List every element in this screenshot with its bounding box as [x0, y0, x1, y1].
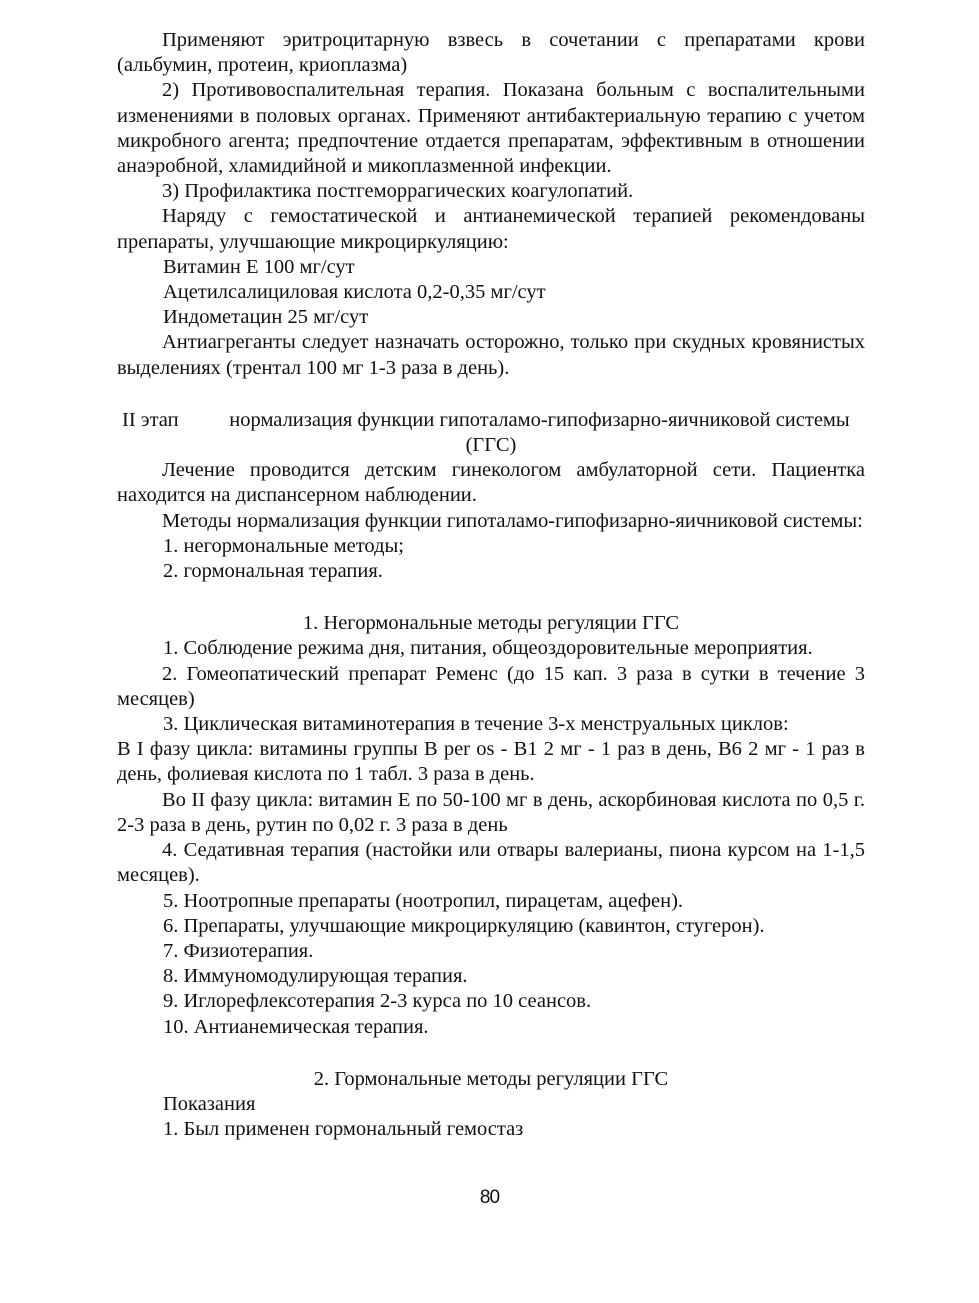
- page-number: 80: [479, 1187, 500, 1208]
- paragraph-coagulopathy: 3) Профилактика постгеморрагических коагулопатий.: [162, 180, 634, 203]
- page-content: [117, 28, 865, 1142]
- list-item: 9. Иглорефлексотерапия 2-3 курса по 10 сеансов.: [163, 990, 592, 1013]
- list-item: 5. Ноотропные препараты (ноотропил, пирацетам, ацефен).: [163, 889, 684, 912]
- stage-abbr: (ГГС): [465, 434, 517, 457]
- list-item: 6. Препараты, улучшающие микроциркуляцию (кавинтон, стугерон).: [163, 914, 765, 937]
- drug-item: Витамин Е 100 мг/сут: [163, 255, 355, 278]
- drug-item: Ацетилсалициловая кислота 0,2-0,35 мг/сут: [163, 281, 546, 304]
- list-item: 7. Физиотерапия.: [163, 939, 314, 962]
- indications-label: Показания: [163, 1092, 256, 1115]
- drug-item: Индометацин 25 мг/сут: [163, 306, 369, 329]
- list-item: 2. Гомеопатический препарат Ременс (до 15 кап. 3 раза в сутки в течение 3 месяцев): [117, 662, 865, 710]
- stage-title: нормализация функции гипоталамо-гипофизарно-яичниковой системы: [229, 408, 850, 431]
- paragraph-methods: Методы нормализация функции гипоталамо-гипофизарно-яичниковой системы:: [162, 509, 863, 532]
- stage-label: II этап: [122, 408, 179, 431]
- section-heading-hormonal: 2. Гормональные методы регуляции ГГС: [313, 1067, 669, 1090]
- method-item: 2. гормональная терапия.: [163, 560, 383, 583]
- list-item: 1. Был применен гормональный гемостаз: [163, 1118, 524, 1141]
- list-item: 8. Иммуномодулирующая терапия.: [163, 965, 468, 988]
- method-item: 1. негормональные методы;: [163, 534, 404, 557]
- list-item: 4. Седативная терапия (настойки или отвары валерианы, пиона курсом на 1-1,5 месяцев).: [117, 839, 865, 887]
- section-heading-nonhormonal: 1. Негормональные методы регуляции ГГС: [302, 612, 680, 635]
- list-item: 3. Циклическая витаминотерапия в течение 3-х менструальных циклов:: [163, 713, 789, 736]
- list-item: 1. Соблюдение режима дня, питания, общеоздоровительные мероприятия.: [163, 637, 813, 660]
- phase-one-paragraph: В I фазу цикла: витамины группы В per os - В1 2 мг - 1 раз в день, В6 2 мг - 1 раз в день, фолиевая кислота по 1 табл. 3 раза в день.: [117, 738, 865, 786]
- list-item: 10. Антианемическая терапия.: [163, 1015, 429, 1038]
- paragraph-microcirculation: Наряду с гемостатической и антианемической терапией рекомендованы препараты, улучшающие микроциркуляцию:: [117, 205, 865, 253]
- paragraph-erythrocyte: Применяют эритроцитарную взвесь в сочетании с препаратами крови (альбумин, протеин, криоплазма): [117, 29, 865, 77]
- paragraph-antiaggregants: Антиагреганты следует назначать осторожно, только при скудных кровянистых выделениях (трентал 100 мг 1-3 раза в день).: [117, 331, 865, 379]
- paragraph-treatment: Лечение проводится детским гинекологом амбулаторной сети. Пациентка находится на диспансерном наблюдении.: [117, 459, 865, 507]
- stage-heading: [117, 408, 865, 433]
- phase-two-paragraph: Во II фазу цикла: витамин Е по 50-100 мг в день, аскорбиновая кислота по 0,5 г. 2-3 раза в день, рутин по 0,02 г. 3 раза в день: [117, 788, 865, 836]
- paragraph-anti-inflammatory: 2) Противовоспалительная терапия. Показана больным с воспалительными изменениями в половых органах. Применяют антибактериальную терапию с учетом микробного агента; предпочтение отдается препаратам, эффективным в отношении анаэробной, хламидийной и микоплазменной инфекции.: [117, 79, 865, 178]
